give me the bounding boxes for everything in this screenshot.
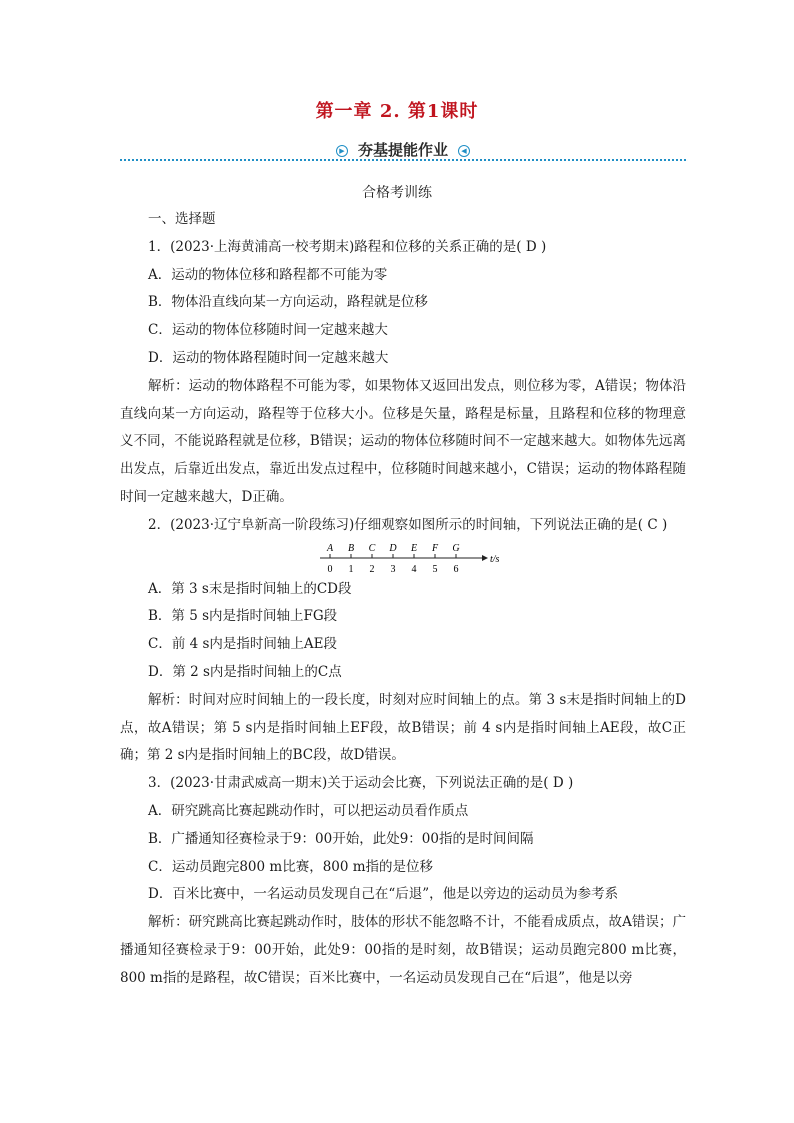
timeline-axis-label: t/s xyxy=(490,553,500,565)
timeline-point-label: G xyxy=(452,542,460,554)
timeline-tick-number: 5 xyxy=(432,563,438,575)
q2-option-b: B．第 5 s内是指时间轴上FG段 xyxy=(148,608,338,625)
q1-option-b: B．物体沿直线向某一方向运动，路程就是位移 xyxy=(148,294,428,311)
q3-option-c: C．运动员跑完800 m比赛，800 m指的是位移 xyxy=(148,858,434,875)
section-title: 合格考训练 xyxy=(362,185,432,201)
q3-option-b: B．广播通知径赛检录于9：00开始，此处9：00指的是时间间隔 xyxy=(148,830,534,847)
banner-title: 夯基提能作业 xyxy=(354,141,452,159)
timeline-point-label: D xyxy=(389,542,397,554)
play-left-icon: ◀ xyxy=(458,145,470,157)
timeline-tick-number: 0 xyxy=(327,563,333,575)
q1-option-c: C．运动的物体位移随时间一定越来越大 xyxy=(148,322,388,339)
timeline-point-label: B xyxy=(347,542,355,554)
timeline-point-label: F xyxy=(431,542,439,554)
chapter-title: 第一章 2. 第1课时 xyxy=(315,101,479,122)
timeline-tick-number: 3 xyxy=(390,563,396,575)
q2-stem: 2．(2023·辽宁阜新高一阶段练习)仔细观察如图所示的时间轴，下列说法正确的是( C ) xyxy=(148,516,668,533)
q1-stem: 1．(2023·上海黄浦高一校考期末)路程和位移的关系正确的是( D ) xyxy=(148,238,547,255)
q2-analysis: 解析：时间对应时间轴上的一段长度，时刻对应时间轴上的点。第 3 s末是指时间轴上的D点，故A错误；第 5 s内是指时间轴上EF段，故B错误；前 4 s内是指时间轴上AE段，故C正确；第 2 s内是指时间轴上的BC段，故D错误。 xyxy=(120,691,686,764)
q3-analysis: 解析：研究跳高比赛起跳动作时，肢体的形状不能忽略不计，不能看成质点，故A错误；广播通知径赛检录于9：00开始，此处9：00指的是时刻，故B错误；运动员跑完800 m比赛，800 m指的是路程，故C错误；百米比赛中，一名运动员发现自己在“后退”，他是以旁 xyxy=(120,914,686,986)
q2-option-d: D．第 2 s内是指时间轴上的C点 xyxy=(148,663,342,680)
timeline-point-label: A xyxy=(326,542,334,554)
timeline-tick-number: 2 xyxy=(369,563,375,575)
play-right-icon: ▶ xyxy=(336,145,348,157)
homework-banner xyxy=(120,139,686,165)
part-heading: 一、选择题 xyxy=(148,211,216,227)
q3-option-d: D．百米比赛中，一名运动员发现自己在“后退”，他是以旁边的运动员为参考系 xyxy=(148,886,619,903)
timeline-figure xyxy=(316,542,506,576)
timeline-point-label: C xyxy=(368,542,376,554)
q1-option-d: D．运动的物体路程随时间一定越来越大 xyxy=(148,349,389,366)
q3-stem: 3．(2023·甘肃武威高一期末)关于运动会比赛，下列说法正确的是( D ) xyxy=(148,775,574,792)
q2-option-a: A．第 3 s末是指时间轴上的CD段 xyxy=(148,580,352,597)
timeline-tick-number: 4 xyxy=(411,563,417,575)
timeline-tick-number: 1 xyxy=(348,563,354,575)
content-body xyxy=(120,206,686,993)
timeline-point-label: E xyxy=(410,542,418,554)
q3-option-a: A．研究跳高比赛起跳动作时，可以把运动员看作质点 xyxy=(148,802,469,819)
q1-option-a: A．运动的物体位移和路程都不可能为零 xyxy=(148,266,388,283)
q1-analysis: 解析：运动的物体路程不可能为零，如果物体又返回出发点，则位移为零，A错误；物体沿直线向某一方向运动，路程等于位移大小。位移是矢量，路程是标量，且路程和位移的物理意义不同，不能说路程就是位移，B错误；运动的物体位移随时间不一定越来越大。如物体先远离出发点，后靠近出发点，靠近出发点过程中，位移随时间越来越小，C错误；运动的物体路程随时间一定越来越大，D正确。 xyxy=(120,377,686,505)
timeline-tick-number: 6 xyxy=(453,563,459,575)
q2-option-c: C．前 4 s内是指时间轴上AE段 xyxy=(148,636,338,653)
axis-arrow-icon xyxy=(482,555,488,561)
